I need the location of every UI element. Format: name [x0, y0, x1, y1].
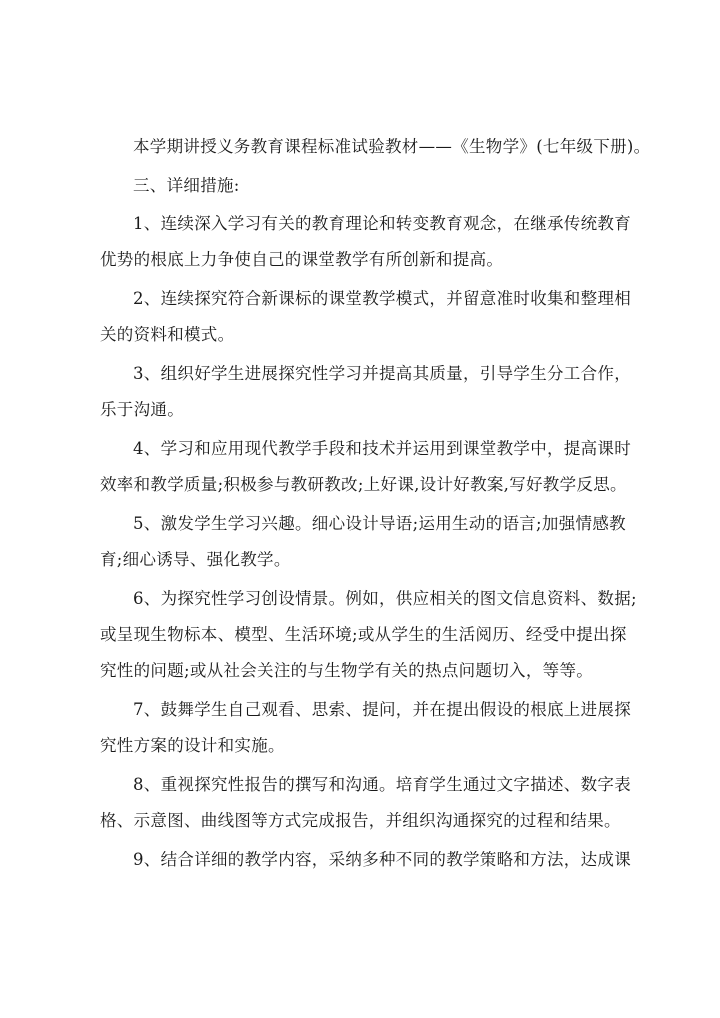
text-line: 究性方案的设计和实施。 — [100, 736, 285, 755]
text-line: 1、连续深入学习有关的教育理论和转变教育观念，在继承传统教育 — [133, 214, 631, 233]
text-line: 关的资料和模式。 — [100, 325, 235, 344]
text-line: 3、组织好学生进展探究性学习并提高其质量，引导学生分工合作， — [133, 364, 631, 383]
text-line: 9、结合详细的教学内容，采纳多种不同的教学策略和方法，达成课 — [133, 850, 631, 869]
text-line: 4、学习和应用现代教学手段和技术并运用到课堂教学中，提高课时 — [133, 439, 631, 458]
text-line: 6、为探究性学习创设情景。例如，供应相关的图文信息资料、数据; — [133, 589, 637, 608]
section-heading: 三、详细措施: — [133, 176, 240, 195]
text-line: 8、重视探究性报告的撰写和沟通。培育学生通过文字描述、数字表 — [133, 775, 631, 794]
text-line: 育;细心诱导、强化教学。 — [100, 550, 291, 569]
text-line: 或呈现生物标本、模型、生活环境;或从学生的生活阅历、经受中提出探 — [100, 625, 627, 644]
text-line: 乐于沟通。 — [100, 400, 184, 419]
text-line: 优势的根底上力争使自己的课堂教学有所创新和提高。 — [100, 250, 504, 269]
text-line: 效率和教学质量;积极参与教研教改;上好课,设计好教案,写好教学反思。 — [100, 475, 627, 494]
text-line: 7、鼓舞学生自己观看、思索、提问，并在提出假设的根底上进展探 — [133, 700, 631, 719]
text-line: 究性的问题;或从社会关注的与生物学有关的热点问题切入，等等。 — [100, 661, 594, 680]
text-line: 格、示意图、曲线图等方式完成报告，并组织沟通探究的过程和结果。 — [100, 811, 621, 830]
text-line: 2、连续探究符合新课标的课堂教学模式，并留意准时收集和整理相 — [133, 289, 631, 308]
text-line: 本学期讲授义务教育课程标准试验教材——《生物学》(七年级下册)。 — [133, 137, 651, 156]
text-line: 5、激发学生学习兴趣。细心设计导语;运用生动的语言;加强情感教 — [133, 514, 626, 533]
